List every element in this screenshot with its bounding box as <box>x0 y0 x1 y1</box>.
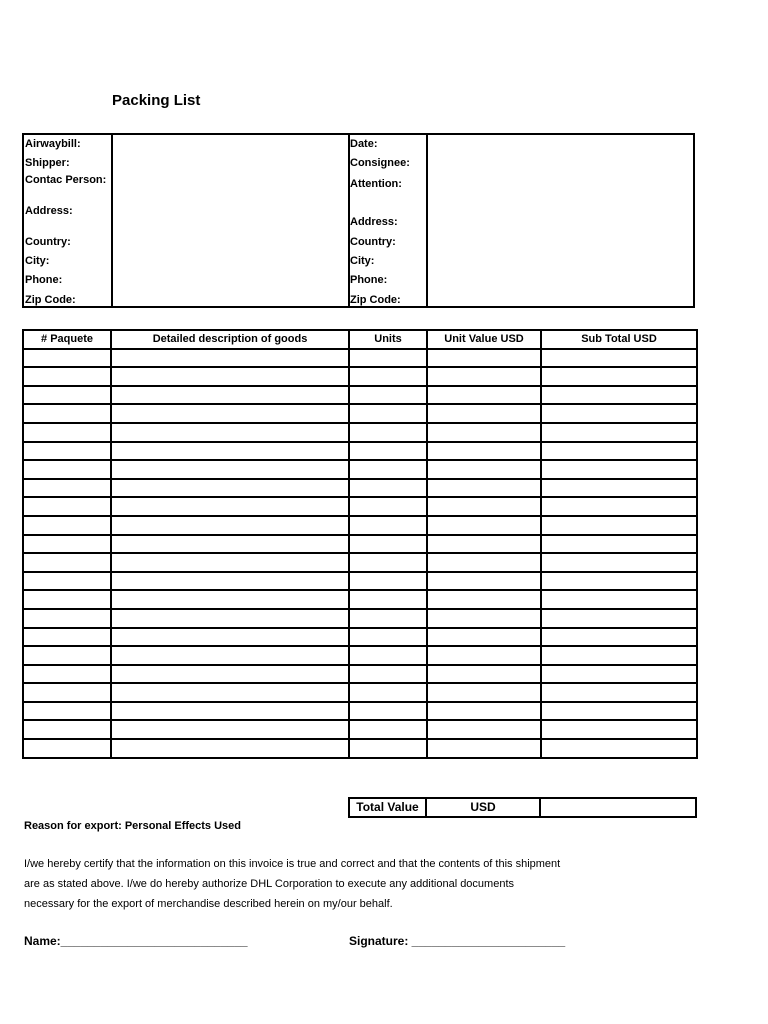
shipper-label: Shipper: <box>25 157 70 169</box>
table-cell[interactable] <box>349 516 427 535</box>
column-header-description: Detailed description of goods <box>111 330 349 349</box>
table-cell[interactable] <box>427 665 541 684</box>
table-cell[interactable] <box>111 609 349 628</box>
city-label: City: <box>25 255 50 267</box>
table-cell[interactable] <box>541 460 697 479</box>
table-cell[interactable] <box>349 367 427 386</box>
table-cell[interactable] <box>541 609 697 628</box>
table-row <box>23 516 697 535</box>
table-cell[interactable] <box>349 535 427 554</box>
table-cell[interactable] <box>427 683 541 702</box>
table-cell[interactable] <box>349 702 427 721</box>
table-cell[interactable] <box>427 404 541 423</box>
country-label: Country: <box>25 236 71 248</box>
table-cell[interactable] <box>23 646 111 665</box>
divider <box>111 135 113 306</box>
table-cell[interactable] <box>541 535 697 554</box>
table-cell[interactable] <box>111 349 349 368</box>
table-cell[interactable] <box>23 516 111 535</box>
date-label: Date: <box>350 138 378 150</box>
table-cell[interactable] <box>349 720 427 739</box>
table-row <box>23 367 697 386</box>
table-cell[interactable] <box>23 479 111 498</box>
table-cell[interactable] <box>349 646 427 665</box>
certification-line: I/we hereby certify that the information on this invoice is true and correct and that the contents of this shipment <box>24 858 561 870</box>
table-cell[interactable] <box>111 367 349 386</box>
table-cell[interactable] <box>541 404 697 423</box>
table-cell[interactable] <box>111 404 349 423</box>
table-cell[interactable] <box>427 516 541 535</box>
table-cell[interactable] <box>349 739 427 758</box>
table-cell[interactable] <box>541 386 697 405</box>
table-row <box>23 590 697 609</box>
table-header-row <box>23 330 697 349</box>
table-cell[interactable] <box>349 553 427 572</box>
table-row <box>23 720 697 739</box>
table-row <box>23 423 697 442</box>
table-cell[interactable] <box>427 535 541 554</box>
table-cell[interactable] <box>541 590 697 609</box>
table-cell[interactable] <box>427 367 541 386</box>
table-cell[interactable] <box>541 497 697 516</box>
signature-field[interactable]: Signature: _______________________ <box>349 934 566 948</box>
table-cell[interactable] <box>541 349 697 368</box>
table-cell[interactable] <box>349 349 427 368</box>
table-cell[interactable] <box>23 572 111 591</box>
table-cell[interactable] <box>427 646 541 665</box>
airwaybill-label: Airwaybill: <box>25 138 81 150</box>
table-cell[interactable] <box>23 590 111 609</box>
table-cell[interactable] <box>349 609 427 628</box>
table-cell[interactable] <box>349 442 427 461</box>
table-row <box>23 628 697 647</box>
address-label: Address: <box>25 205 73 217</box>
table-cell[interactable] <box>23 349 111 368</box>
table-cell[interactable] <box>111 442 349 461</box>
table-cell[interactable] <box>427 553 541 572</box>
shipment-info-box <box>22 133 695 308</box>
page-title: Packing List <box>112 92 201 109</box>
certification-line: are as stated above. I/we do hereby authorize DHL Corporation to execute any additional documents <box>24 878 514 890</box>
table-cell[interactable] <box>111 423 349 442</box>
divider <box>426 135 428 306</box>
table-cell[interactable] <box>111 665 349 684</box>
goods-table <box>22 329 698 759</box>
total-value-label: Total Value <box>348 797 427 818</box>
table-cell[interactable] <box>427 423 541 442</box>
table-cell[interactable] <box>111 386 349 405</box>
table-cell[interactable] <box>23 683 111 702</box>
table-cell[interactable] <box>427 479 541 498</box>
table-cell[interactable] <box>23 442 111 461</box>
table-cell[interactable] <box>427 460 541 479</box>
attention-label: Attention: <box>350 178 402 190</box>
table-row <box>23 479 697 498</box>
certification-line: necessary for the export of merchandise described herein on my/our behalf. <box>24 898 393 910</box>
table-cell[interactable] <box>111 683 349 702</box>
table-cell[interactable] <box>111 535 349 554</box>
table-cell[interactable] <box>23 386 111 405</box>
table-cell[interactable] <box>541 516 697 535</box>
table-row <box>23 386 697 405</box>
table-cell[interactable] <box>349 404 427 423</box>
table-row <box>23 404 697 423</box>
table-cell[interactable] <box>111 720 349 739</box>
table-cell[interactable] <box>349 628 427 647</box>
table-cell[interactable] <box>111 479 349 498</box>
column-header-subtotal: Sub Total USD <box>541 330 697 349</box>
table-row <box>23 497 697 516</box>
zip-code-label: Zip Code: <box>25 294 76 306</box>
table-cell[interactable] <box>349 386 427 405</box>
table-cell[interactable] <box>541 423 697 442</box>
table-cell[interactable] <box>111 590 349 609</box>
table-row <box>23 349 697 368</box>
table-cell[interactable] <box>541 367 697 386</box>
table-cell[interactable] <box>23 628 111 647</box>
consignee-phone-label: Phone: <box>350 274 388 286</box>
table-row <box>23 572 697 591</box>
column-header-unit-value: Unit Value USD <box>427 330 541 349</box>
total-value-field[interactable] <box>539 797 697 818</box>
table-cell[interactable] <box>541 702 697 721</box>
table-cell[interactable] <box>427 720 541 739</box>
table-cell[interactable] <box>541 683 697 702</box>
name-field[interactable]: Name:____________________________ <box>24 934 248 948</box>
total-currency: USD <box>425 797 541 818</box>
table-cell[interactable] <box>349 460 427 479</box>
table-row <box>23 442 697 461</box>
table-cell[interactable] <box>23 609 111 628</box>
column-header-paquete: # Paquete <box>23 330 111 349</box>
table-cell[interactable] <box>111 516 349 535</box>
table-row <box>23 535 697 554</box>
table-cell[interactable] <box>541 553 697 572</box>
table-row <box>23 609 697 628</box>
consignee-city-label: City: <box>350 255 375 267</box>
consignee-zip-code-label: Zip Code: <box>350 294 401 306</box>
table-cell[interactable] <box>427 442 541 461</box>
table-cell[interactable] <box>427 497 541 516</box>
table-cell[interactable] <box>23 720 111 739</box>
table-cell[interactable] <box>23 535 111 554</box>
table-cell[interactable] <box>349 665 427 684</box>
table-cell[interactable] <box>541 479 697 498</box>
table-cell[interactable] <box>23 553 111 572</box>
table-cell[interactable] <box>541 720 697 739</box>
table-cell[interactable] <box>541 572 697 591</box>
table-cell[interactable] <box>23 367 111 386</box>
table-cell[interactable] <box>427 739 541 758</box>
table-cell[interactable] <box>23 739 111 758</box>
table-row <box>23 665 697 684</box>
table-cell[interactable] <box>349 479 427 498</box>
table-cell[interactable] <box>427 628 541 647</box>
table-cell[interactable] <box>111 702 349 721</box>
table-cell[interactable] <box>23 460 111 479</box>
table-cell[interactable] <box>427 349 541 368</box>
table-cell[interactable] <box>23 665 111 684</box>
table-row <box>23 739 697 758</box>
table-cell[interactable] <box>349 590 427 609</box>
table-cell[interactable] <box>111 572 349 591</box>
table-cell[interactable] <box>111 553 349 572</box>
export-reason: Reason for export: Personal Effects Used <box>24 820 242 832</box>
table-cell[interactable] <box>23 702 111 721</box>
table-cell[interactable] <box>111 460 349 479</box>
table-cell[interactable] <box>349 572 427 591</box>
table-cell[interactable] <box>349 423 427 442</box>
table-cell[interactable] <box>541 739 697 758</box>
table-row <box>23 646 697 665</box>
phone-label: Phone: <box>25 274 63 286</box>
table-row <box>23 702 697 721</box>
table-cell[interactable] <box>541 442 697 461</box>
table-cell[interactable] <box>427 702 541 721</box>
table-cell[interactable] <box>541 628 697 647</box>
table-cell[interactable] <box>111 739 349 758</box>
table-cell[interactable] <box>111 646 349 665</box>
table-row <box>23 683 697 702</box>
consignee-country-label: Country: <box>350 236 396 248</box>
table-cell[interactable] <box>427 590 541 609</box>
table-row <box>23 460 697 479</box>
contact-person-label: Contac Person: <box>25 174 107 186</box>
table-cell[interactable] <box>349 683 427 702</box>
table-cell[interactable] <box>541 646 697 665</box>
table-cell[interactable] <box>111 628 349 647</box>
consignee-label: Consignee: <box>350 157 410 169</box>
column-header-units: Units <box>349 330 427 349</box>
table-row <box>23 553 697 572</box>
table-cell[interactable] <box>541 665 697 684</box>
table-cell[interactable] <box>427 572 541 591</box>
consignee-address-label: Address: <box>350 216 398 228</box>
table-cell[interactable] <box>427 386 541 405</box>
table-cell[interactable] <box>23 423 111 442</box>
table-cell[interactable] <box>427 609 541 628</box>
table-cell[interactable] <box>23 404 111 423</box>
table-cell[interactable] <box>111 497 349 516</box>
table-cell[interactable] <box>349 497 427 516</box>
table-cell[interactable] <box>23 497 111 516</box>
